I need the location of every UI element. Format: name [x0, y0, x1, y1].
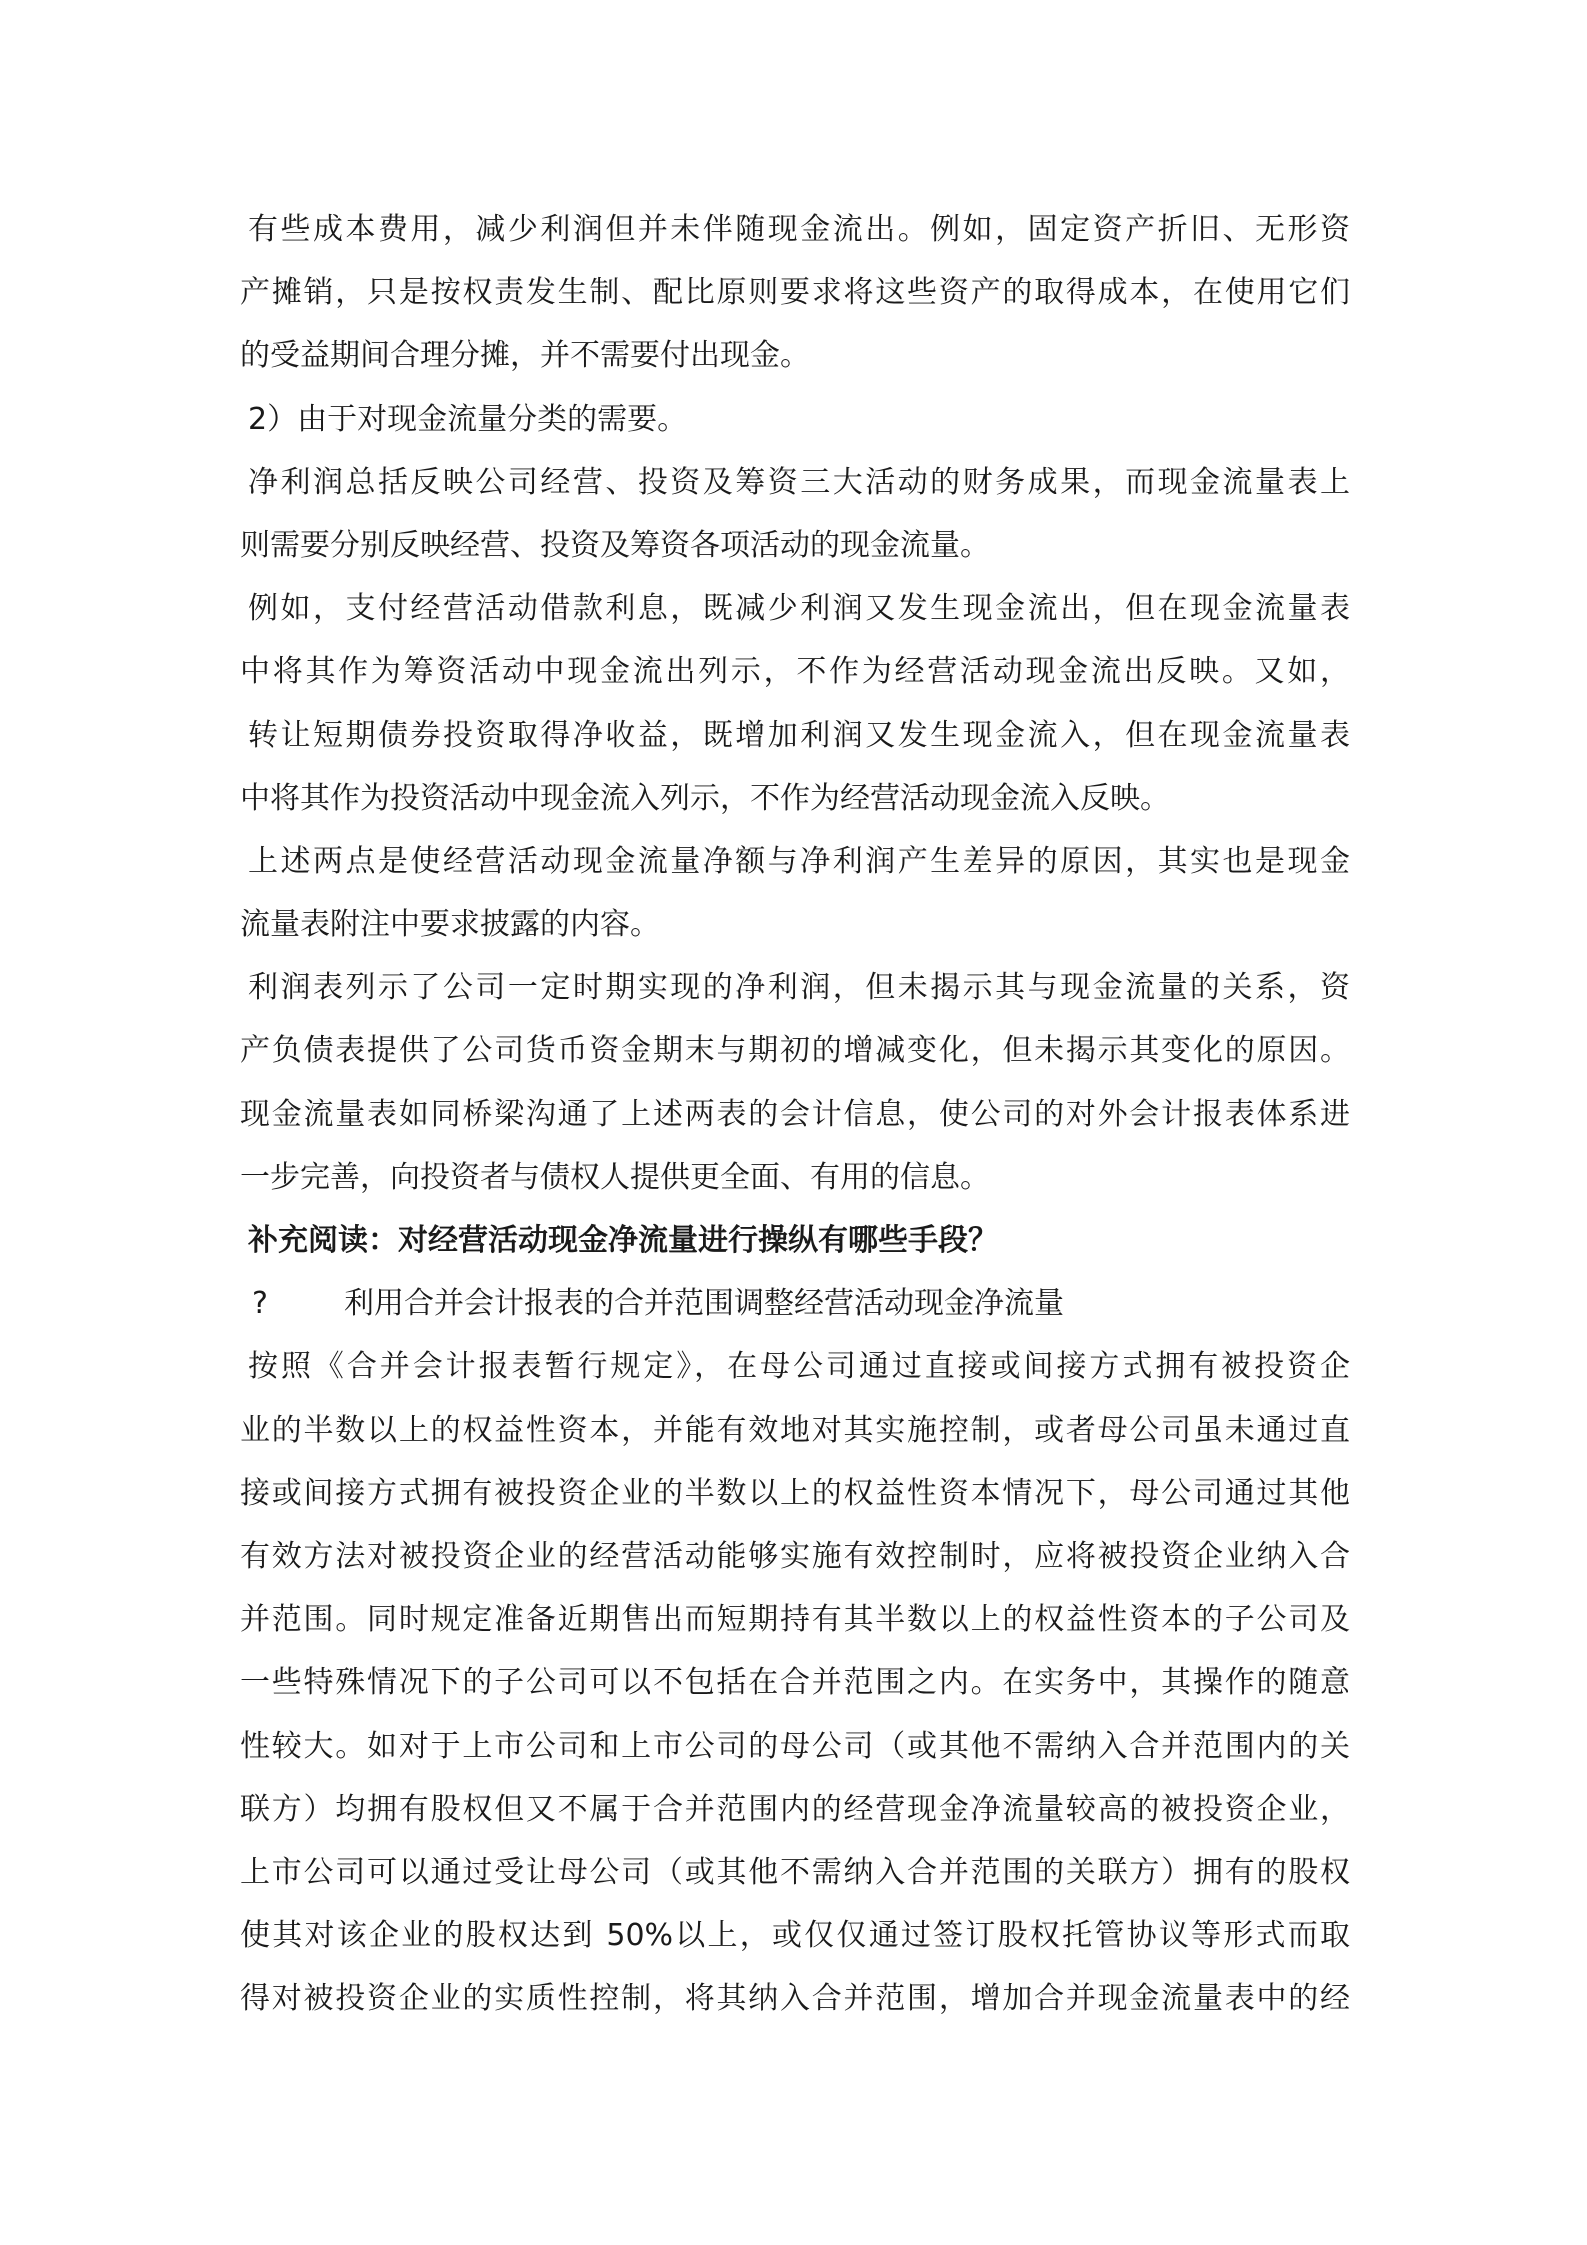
paragraph-line: 上市公司可以通过受让母公司（或其他不需纳入合并范围的关联方）拥有的股权	[240, 1854, 1350, 1890]
paragraph-line: 有些成本费用，减少利润但并未伴随现金流出。例如，固定资产折旧、无形资	[248, 212, 1350, 247]
paragraph-line: 的受益期间合理分摊，并不需要付出现金。	[240, 338, 810, 374]
paragraph-line: 上述两点是使经营活动现金流量净额与净利润产生差异的原因，其实也是现金	[248, 843, 1350, 879]
paragraph-line: 使其对该企业的股权达到 50%以上，或仅仅通过签订股权托管协议等形式而取	[240, 1918, 1350, 1954]
paragraph-line: 业的半数以上的权益性资本，并能有效地对其实施控制，或者母公司虽未通过直	[240, 1412, 1350, 1448]
paragraph-line: 一些特殊情况下的子公司可以不包括在合并范围之内。在实务中，其操作的随意	[240, 1665, 1350, 1701]
paragraph-line: 按照《合并会计报表暂行规定》，在母公司通过直接或间接方式拥有被投资企	[248, 1349, 1350, 1385]
section-heading: 补充阅读：对经营活动现金净流量进行操纵有哪些手段？	[248, 1223, 998, 1258]
paragraph-line: 现金流量表如同桥梁沟通了上述两表的会计信息，使公司的对外会计报表体系进	[240, 1096, 1350, 1132]
list-heading-line: 2）由于对现金流量分类的需要。	[248, 401, 688, 437]
paragraph-line: 净利润总括反映公司经营、投资及筹资三大活动的财务成果，而现金流量表上	[248, 464, 1350, 500]
body-text	[240, 198, 1350, 2030]
paragraph-line: 例如，支付经营活动借款利息，既减少利润又发生现金流出，但在现金流量表	[248, 591, 1350, 627]
paragraph-line: 性较大。如对于上市公司和上市公司的母公司（或其他不需纳入合并范围内的关	[240, 1728, 1350, 1764]
paragraph-line: 利润表列示了公司一定时期实现的净利润，但未揭示其与现金流量的关系，资	[248, 970, 1350, 1006]
paragraph-line: 流量表附注中要求披露的内容。	[240, 907, 660, 943]
paragraph-line: 产负债表提供了公司货币资金期末与期初的增减变化，但未揭示其变化的原因。	[240, 1033, 1350, 1069]
paragraph-line: 中将其作为投资活动中现金流入列示，不作为经营活动现金流入反映。	[240, 780, 1170, 816]
paragraph-line: 联方）均拥有股权但又不属于合并范围内的经营现金净流量较高的被投资企业，	[240, 1791, 1350, 1827]
paragraph-line: 并范围。同时规定准备近期售出而短期持有其半数以上的权益性资本的子公司及	[240, 1602, 1350, 1638]
paragraph-line: 有效方法对被投资企业的经营活动能够实施有效控制时，应将被投资企业纳入合	[240, 1538, 1350, 1574]
paragraph-line: 得对被投资企业的实质性控制，将其纳入合并范围，增加合并现金流量表中的经	[240, 1981, 1350, 2017]
paragraph-line: 一步完善，向投资者与债权人提供更全面、有用的信息。	[240, 1159, 990, 1195]
bullet-marker: ?	[252, 1286, 268, 1322]
bullet-text: 利用合并会计报表的合并范围调整经营活动现金净流量	[344, 1286, 1064, 1322]
paragraph-line: 产摊销，只是按权责发生制、配比原则要求将这些资产的取得成本，在使用它们	[240, 275, 1350, 311]
paragraph-line: 转让短期债券投资取得净收益，既增加利润又发生现金流入，但在现金流量表	[248, 717, 1350, 753]
bullet-item	[240, 1272, 1350, 1335]
paragraph-line: 则需要分别反映经营、投资及筹资各项活动的现金流量。	[240, 527, 990, 563]
paragraph-line: 中将其作为筹资活动中现金流出列示，不作为经营活动现金流出反映。又如，	[240, 654, 1350, 690]
paragraph-line: 接或间接方式拥有被投资企业的半数以上的权益性资本情况下，母公司通过其他	[240, 1475, 1350, 1511]
